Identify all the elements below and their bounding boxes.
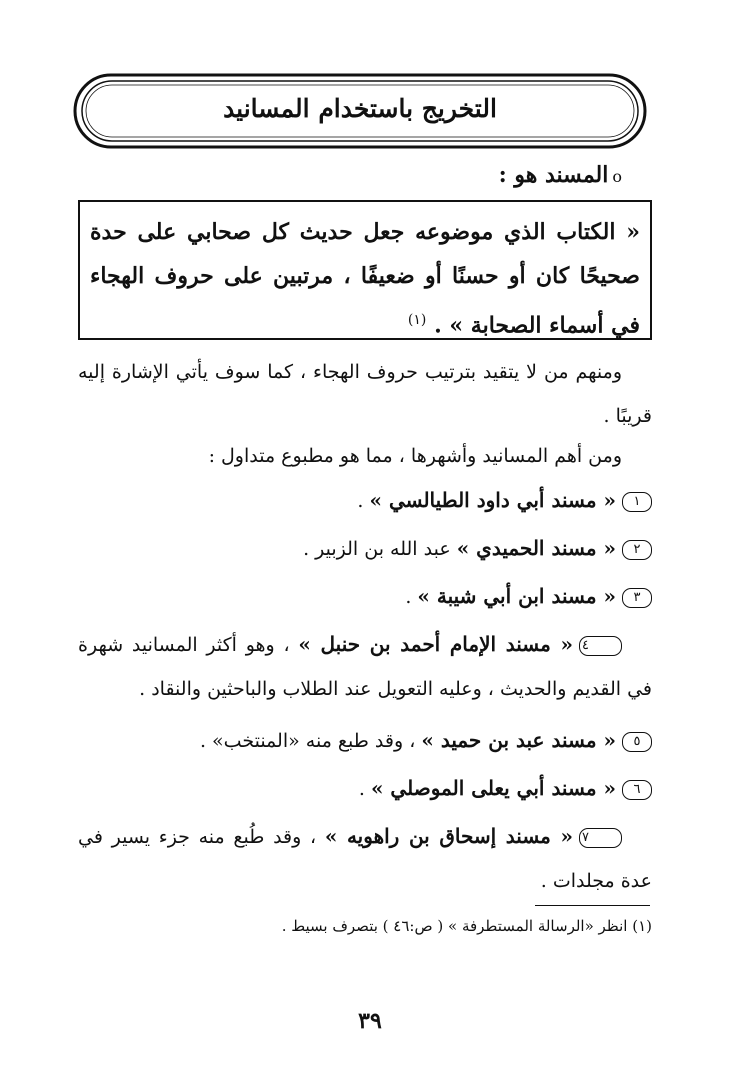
item-title: « مسند ابن أبي شيبة » xyxy=(417,584,616,608)
item-text: . xyxy=(405,586,418,608)
item-number: ٧ xyxy=(579,828,622,848)
item-text: ، وهو أكثر المسانيد شهرة في القديم والحديث ، وعليه التعويل عند الطلاب والباحثين والنقاد . xyxy=(78,634,652,700)
list-item xyxy=(112,718,652,763)
definition-label-line xyxy=(222,162,622,188)
item-title: « مسند الإمام أحمد بن حنبل » xyxy=(298,632,574,656)
item-text: عبد الله بن الزبير . xyxy=(303,538,457,560)
footnote-divider xyxy=(535,905,650,906)
item-title: « مسند أبي داود الطيالسي » xyxy=(369,488,616,512)
list-item xyxy=(112,766,652,811)
list-item xyxy=(112,526,652,571)
list-item xyxy=(78,622,652,711)
item-number: ١ xyxy=(622,492,652,512)
list-item xyxy=(112,478,652,523)
item-text: ، وقد طبع منه «المنتخب» . xyxy=(199,730,422,752)
item-text: . xyxy=(357,490,370,512)
item-text: ، وقد طُبع منه جزء يسير في عدة مجلدات . xyxy=(78,826,652,892)
item-title: « مسند أبي يعلى الموصلي » xyxy=(370,776,616,800)
paragraph-ordering: ومنهم من لا يتقيد بترتيب حروف الهجاء ، كما سوف يأتي الإشارة إليه قريبًا . xyxy=(78,361,652,427)
definition-box xyxy=(78,200,652,340)
list-item xyxy=(78,814,652,903)
page-number: ٣٩ xyxy=(358,1008,382,1034)
footnote-reference: (١) xyxy=(407,312,427,328)
item-number: ٢ xyxy=(622,540,652,560)
item-title: « مسند إسحاق بن راهويه » xyxy=(324,824,574,848)
chapter-header xyxy=(72,72,648,150)
item-number: ٤ xyxy=(579,636,622,656)
bullet-icon: o xyxy=(612,167,622,186)
item-text: . xyxy=(358,778,371,800)
item-number: ٣ xyxy=(622,588,652,608)
item-title: « مسند الحميدي » xyxy=(456,536,616,560)
item-title: « مسند عبد بن حميد » xyxy=(421,728,616,752)
list-item xyxy=(112,574,652,619)
chapter-title: التخريج باستخدام المسانيد xyxy=(223,94,497,123)
footnote: (١) انظر «الرسالة المستطرفة » ( ص:٤٦ ) بتصرف بسيط . xyxy=(281,917,652,935)
definition-label: المسند هو : xyxy=(498,162,609,188)
item-number: ٥ xyxy=(622,732,652,752)
item-number: ٦ xyxy=(622,780,652,800)
definition-text: « الكتاب الذي موضوعه جعل حديث كل صحابي على حدة صحيحًا كان أو حسنًا أو ضعيفًا ، مرتبين على حروف الهجاء في أسماء الصحابة » . $^{(١)}$ xyxy=(90,219,640,339)
paragraph-list-intro: ومن أهم المسانيد وأشهرها ، مما هو مطبوع متداول : xyxy=(208,445,622,467)
